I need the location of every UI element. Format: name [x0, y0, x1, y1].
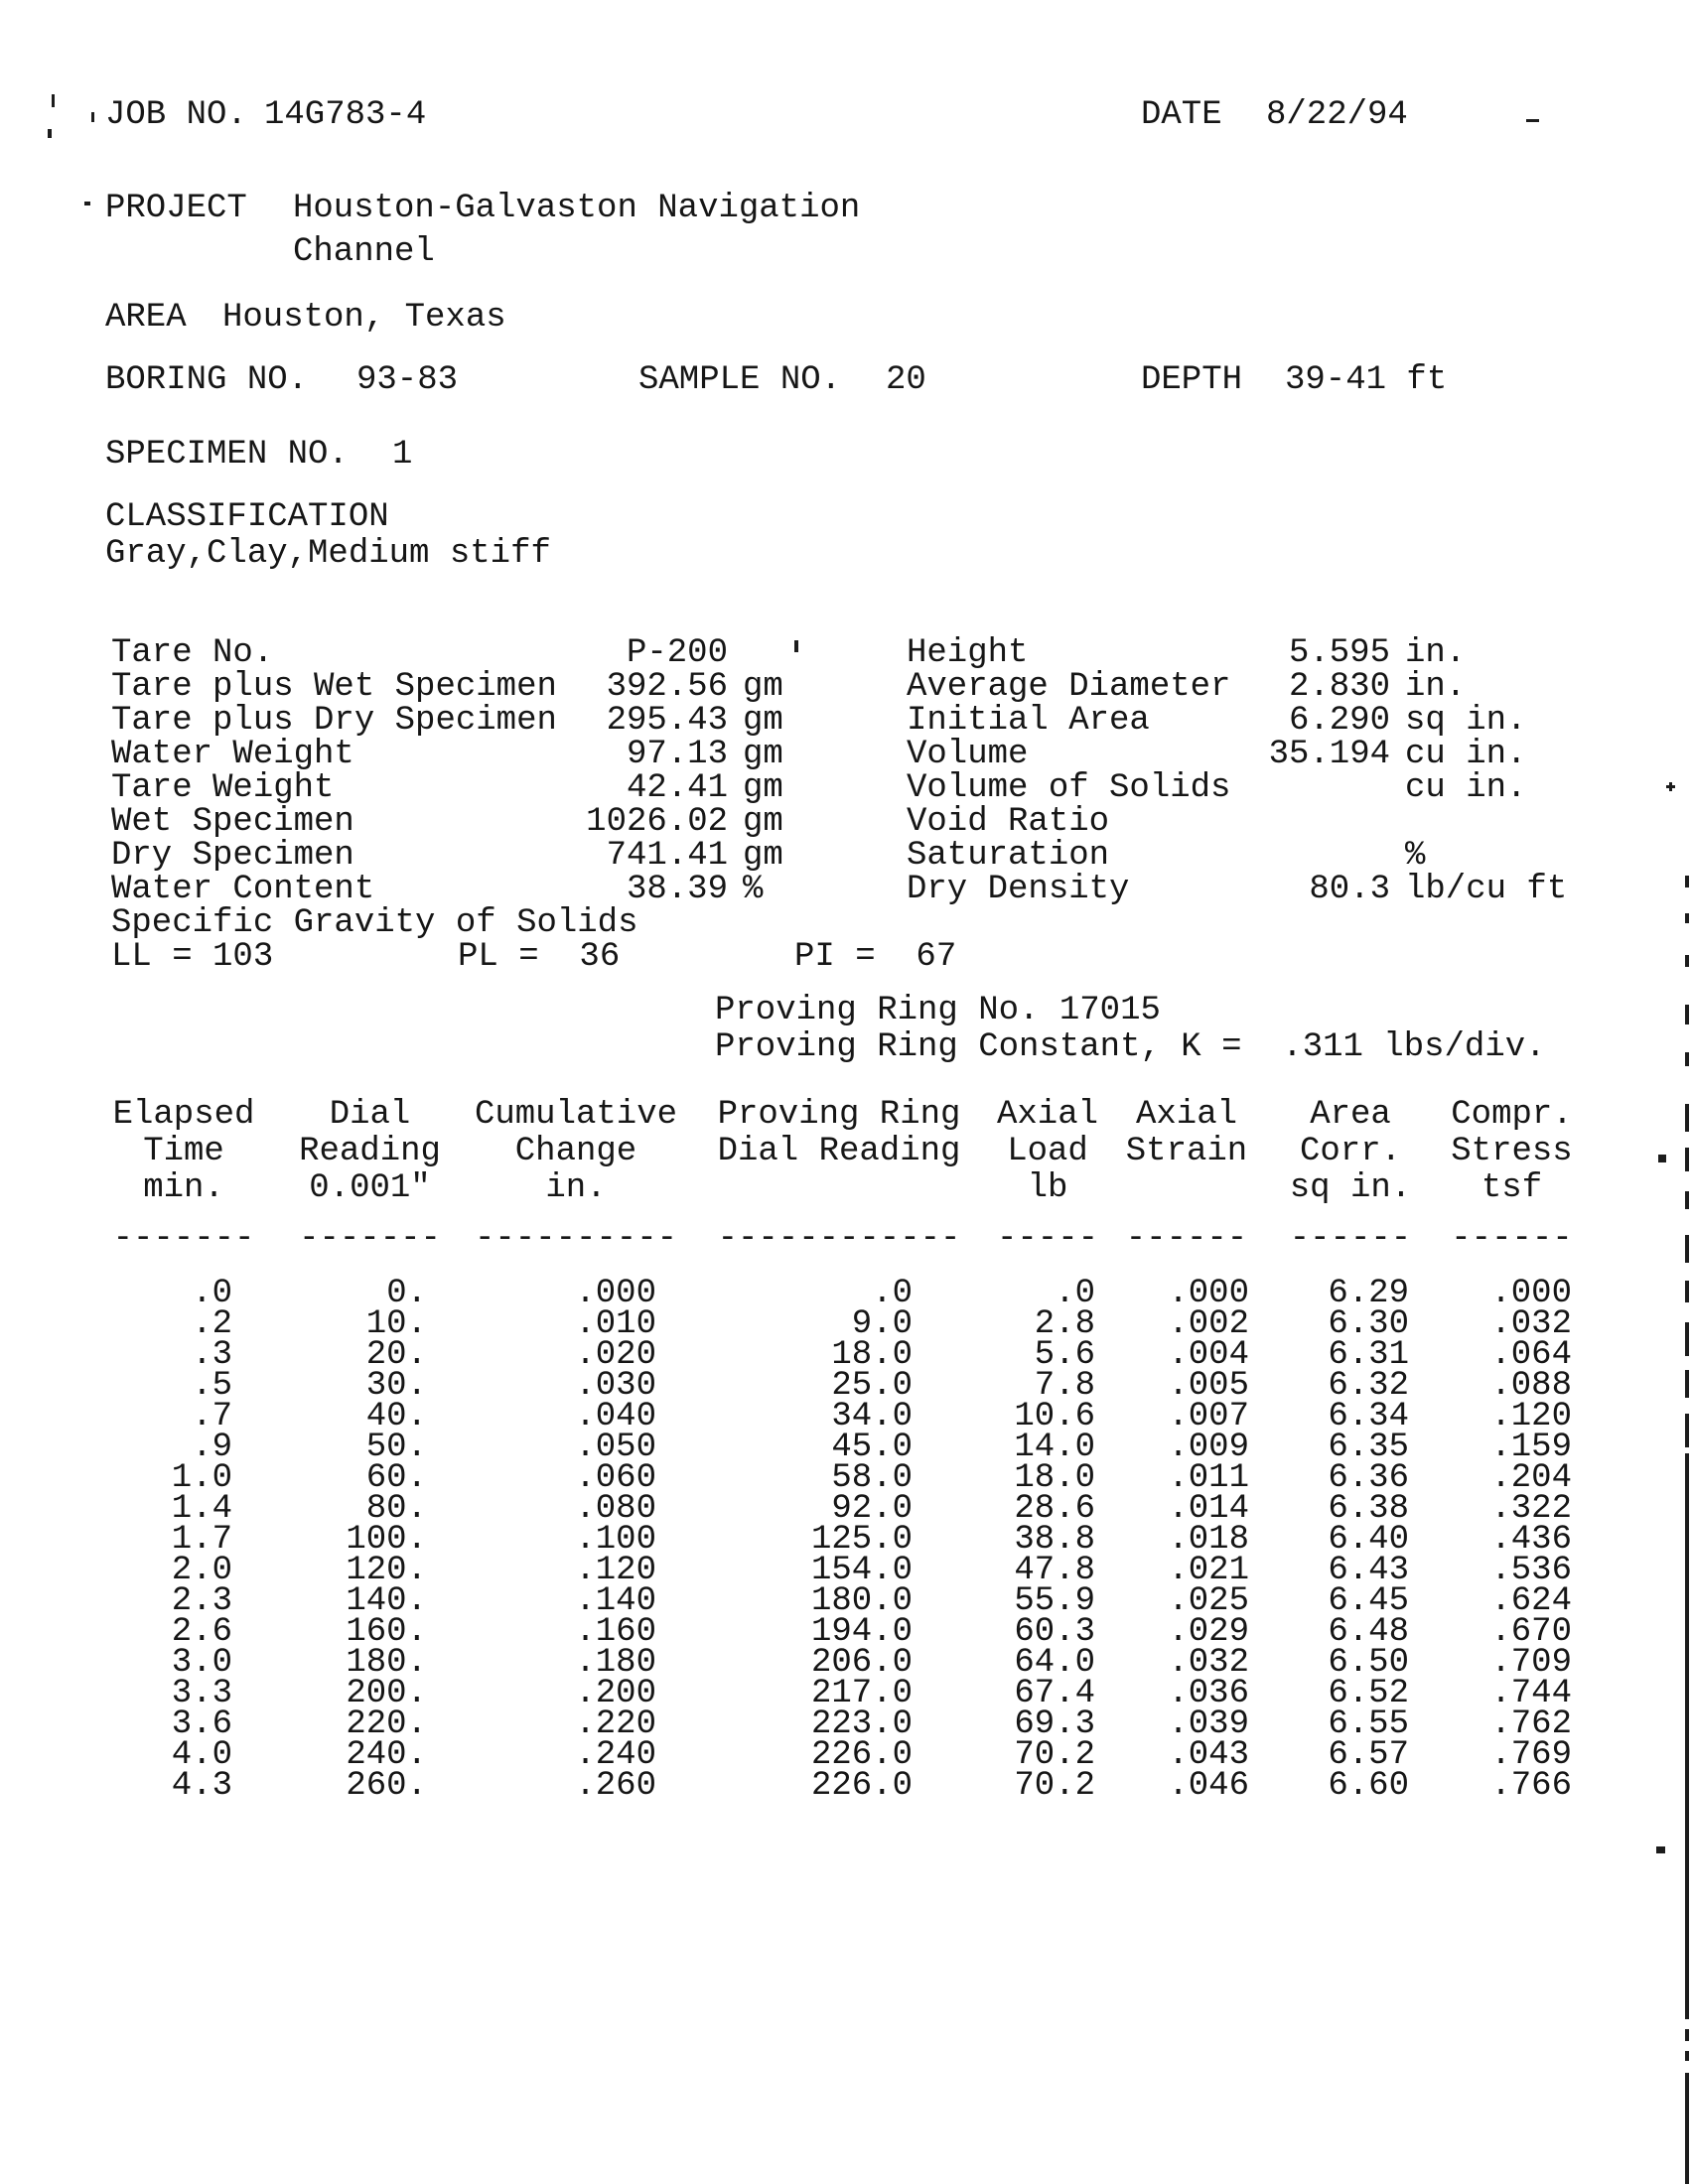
cell-cumulative-change: .160: [575, 1613, 656, 1651]
cell-axial-load: 64.0: [1014, 1644, 1095, 1682]
cell-cumulative-change: .180: [575, 1644, 656, 1682]
depth-label: DEPTH: [1141, 361, 1243, 399]
cell-axial-strain: .002: [1168, 1305, 1249, 1343]
cell-axial-load: 60.3: [1014, 1613, 1095, 1651]
cell-axial-strain: .046: [1168, 1767, 1249, 1805]
cell-cumulative-change: .050: [575, 1429, 656, 1466]
cell-elapsed-time: 3.0: [171, 1644, 232, 1682]
classification-label: CLASSIFICATION: [105, 498, 389, 536]
measurement-value-tare-plus-wet-specimen: 392.56: [606, 668, 728, 706]
measurement-label-saturation: Saturation: [907, 837, 1110, 875]
measurement-unit-initial-area: sq in.: [1405, 702, 1527, 740]
cell-area-corr: 6.57: [1328, 1736, 1409, 1774]
cell-compr-stress: .032: [1490, 1305, 1572, 1343]
cell-compr-stress: .159: [1490, 1429, 1572, 1466]
header-dashes-elapsed-time: -------: [112, 1220, 255, 1258]
cell-proving-ring-dial-reading: 18.0: [831, 1336, 913, 1374]
measurement-unit-tare-weight: gm: [743, 769, 783, 807]
specimen-no-label: SPECIMEN NO.: [105, 436, 349, 474]
specific-gravity-label: Specific Gravity of Solids: [111, 904, 638, 942]
cell-proving-ring-dial-reading: 206.0: [810, 1644, 913, 1682]
cell-axial-load: 38.8: [1014, 1521, 1095, 1559]
cell-dial-reading: 50.: [365, 1429, 427, 1466]
job-no-value: 14G783-4: [264, 96, 427, 134]
cell-compr-stress: .436: [1490, 1521, 1572, 1559]
measurement-label-volume-of-solids: Volume of Solids: [907, 769, 1231, 807]
cell-dial-reading: 100.: [346, 1521, 427, 1559]
cell-compr-stress: .536: [1490, 1552, 1572, 1589]
column-header-cumulative-change: Cumulative: [474, 1096, 678, 1134]
cell-elapsed-time: .7: [192, 1398, 232, 1435]
cell-cumulative-change: .100: [575, 1521, 656, 1559]
measurement-label-tare-no: Tare No.: [111, 634, 274, 672]
cell-proving-ring-dial-reading: 217.0: [810, 1675, 913, 1712]
page-edge-line: [1685, 1235, 1689, 1263]
cell-axial-strain: .043: [1168, 1736, 1249, 1774]
cell-axial-load: 10.6: [1014, 1398, 1095, 1435]
scan-artifact: [84, 202, 90, 205]
cell-elapsed-time: 4.3: [171, 1767, 232, 1805]
measurement-value-dry-density: 80.3: [1309, 871, 1390, 908]
column-header-proving-ring-dial-reading: Proving Ring: [717, 1096, 961, 1134]
measurement-value-initial-area: 6.290: [1288, 702, 1390, 740]
cell-elapsed-time: .3: [192, 1336, 232, 1374]
area-value: Houston, Texas: [222, 299, 506, 337]
cell-axial-load: 14.0: [1014, 1429, 1095, 1466]
cell-proving-ring-dial-reading: 194.0: [810, 1613, 913, 1651]
header-dashes-cumulative-change: ----------: [474, 1220, 678, 1258]
cell-area-corr: 6.60: [1328, 1767, 1409, 1805]
ll-value: LL = 103: [111, 938, 274, 976]
cell-compr-stress: .762: [1490, 1706, 1572, 1743]
cell-proving-ring-dial-reading: .0: [872, 1275, 913, 1312]
cell-axial-strain: .011: [1168, 1459, 1249, 1497]
measurement-value-tare-no: P-200: [626, 634, 728, 672]
scan-artifact: [1526, 119, 1539, 122]
page-edge-line: [1685, 1281, 1689, 1302]
cell-dial-reading: 30.: [365, 1367, 427, 1405]
project-value-line2: Channel: [293, 233, 435, 271]
cell-compr-stress: .088: [1490, 1367, 1572, 1405]
cell-proving-ring-dial-reading: 92.0: [831, 1490, 913, 1528]
cell-dial-reading: 40.: [365, 1398, 427, 1435]
cell-dial-reading: 20.: [365, 1336, 427, 1374]
cell-area-corr: 6.29: [1328, 1275, 1409, 1312]
column-header-axial-strain: Axial: [1135, 1096, 1238, 1134]
measurement-value-tare-weight: 42.41: [626, 769, 728, 807]
page-edge-line: [1685, 876, 1689, 887]
cell-cumulative-change: .040: [575, 1398, 656, 1435]
cell-compr-stress: .000: [1490, 1275, 1572, 1312]
cell-area-corr: 6.48: [1328, 1613, 1409, 1651]
cell-axial-load: 5.6: [1034, 1336, 1095, 1374]
cell-elapsed-time: 3.6: [171, 1706, 232, 1743]
header-dashes-proving-ring-dial-reading: ------------: [717, 1220, 961, 1258]
measurement-value-dry-specimen: 741.41: [606, 837, 728, 875]
cell-area-corr: 6.34: [1328, 1398, 1409, 1435]
cell-cumulative-change: .020: [575, 1336, 656, 1374]
cell-cumulative-change: .030: [575, 1367, 656, 1405]
cell-elapsed-time: 1.7: [171, 1521, 232, 1559]
cell-axial-strain: .036: [1168, 1675, 1249, 1712]
cell-dial-reading: 140.: [346, 1582, 427, 1620]
boring-no-value: 93-83: [356, 361, 459, 399]
cell-dial-reading: 200.: [346, 1675, 427, 1712]
cell-compr-stress: .624: [1490, 1582, 1572, 1620]
cell-dial-reading: 220.: [346, 1706, 427, 1743]
cell-elapsed-time: 2.3: [171, 1582, 232, 1620]
cell-dial-reading: 180.: [346, 1644, 427, 1682]
cell-axial-load: 28.6: [1014, 1490, 1095, 1528]
cell-compr-stress: .766: [1490, 1767, 1572, 1805]
measurement-label-void-ratio: Void Ratio: [907, 803, 1110, 841]
boring-no-label: BORING NO.: [105, 361, 309, 399]
page-edge-line: [1685, 1322, 1689, 1356]
measurement-value-average-diameter: 2.830: [1288, 668, 1390, 706]
measurement-unit-volume: cu in.: [1405, 736, 1527, 773]
column-header-axial-strain: Strain: [1125, 1133, 1248, 1170]
cell-dial-reading: 120.: [346, 1552, 427, 1589]
cell-elapsed-time: 4.0: [171, 1736, 232, 1774]
cell-axial-strain: .018: [1168, 1521, 1249, 1559]
cell-axial-strain: .005: [1168, 1367, 1249, 1405]
cell-cumulative-change: .080: [575, 1490, 656, 1528]
cell-proving-ring-dial-reading: 226.0: [810, 1767, 913, 1805]
cell-proving-ring-dial-reading: 45.0: [831, 1429, 913, 1466]
cell-axial-load: 7.8: [1034, 1367, 1095, 1405]
area-label: AREA: [105, 299, 187, 337]
depth-value: 39-41 ft: [1285, 361, 1448, 399]
page-edge-line: [1685, 1191, 1689, 1209]
cell-axial-strain: .029: [1168, 1613, 1249, 1651]
cell-dial-reading: 10.: [365, 1305, 427, 1343]
pi-value: PI = 67: [794, 938, 957, 976]
page-edge-line: [1685, 2051, 1689, 2061]
cell-cumulative-change: .240: [575, 1736, 656, 1774]
cell-compr-stress: .204: [1490, 1459, 1572, 1497]
cell-compr-stress: .670: [1490, 1613, 1572, 1651]
cell-area-corr: 6.55: [1328, 1706, 1409, 1743]
measurement-unit-water-weight: gm: [743, 736, 783, 773]
cell-cumulative-change: .060: [575, 1459, 656, 1497]
cell-dial-reading: 80.: [365, 1490, 427, 1528]
cell-axial-strain: .009: [1168, 1429, 1249, 1466]
page-edge-line: [1685, 955, 1689, 967]
measurement-unit-dry-density: lb/cu ft: [1405, 871, 1568, 908]
cell-proving-ring-dial-reading: 223.0: [810, 1706, 913, 1743]
sample-no-label: SAMPLE NO.: [638, 361, 842, 399]
cell-compr-stress: .064: [1490, 1336, 1572, 1374]
cell-dial-reading: 240.: [346, 1736, 427, 1774]
cell-axial-load: 18.0: [1014, 1459, 1095, 1497]
cell-axial-strain: .032: [1168, 1644, 1249, 1682]
project-label: PROJECT: [105, 190, 247, 227]
cell-axial-strain: .007: [1168, 1398, 1249, 1435]
cell-dial-reading: 60.: [365, 1459, 427, 1497]
cell-cumulative-change: .260: [575, 1767, 656, 1805]
job-no-label: JOB NO.: [105, 96, 247, 134]
column-header-area-corr: Area: [1310, 1096, 1391, 1134]
page-edge-line: [1685, 1148, 1689, 1171]
cell-axial-load: 70.2: [1014, 1736, 1095, 1774]
cell-area-corr: 6.38: [1328, 1490, 1409, 1528]
page-edge-line: [1685, 2029, 1689, 2041]
measurement-label-tare-plus-wet-specimen: Tare plus Wet Specimen: [111, 668, 557, 706]
scan-artifact: [48, 129, 52, 138]
column-header-cumulative-change: Change: [514, 1133, 637, 1170]
cell-area-corr: 6.45: [1328, 1582, 1409, 1620]
measurement-unit-water-content: %: [743, 871, 764, 908]
cell-area-corr: 6.50: [1328, 1644, 1409, 1682]
header-dashes-axial-strain: ------: [1125, 1220, 1248, 1258]
measurement-unit-saturation: %: [1405, 837, 1426, 875]
project-value: Houston-Galvaston Navigation: [293, 190, 861, 227]
cell-axial-load: 47.8: [1014, 1552, 1095, 1589]
column-header-compr-stress: Stress: [1451, 1133, 1573, 1170]
header-dashes-area-corr: ------: [1289, 1220, 1412, 1258]
cell-cumulative-change: .140: [575, 1582, 656, 1620]
cell-area-corr: 6.40: [1328, 1521, 1409, 1559]
measurement-value-height: 5.595: [1288, 634, 1390, 672]
classification-value: Gray,Clay,Medium stiff: [105, 535, 551, 573]
scan-artifact: [1658, 1155, 1666, 1162]
cell-elapsed-time: .9: [192, 1429, 232, 1466]
column-header-dial-reading: 0.001": [309, 1169, 431, 1207]
cell-cumulative-change: .000: [575, 1275, 656, 1312]
page-edge-line: [1685, 1005, 1689, 1024]
column-header-elapsed-time: Time: [143, 1133, 224, 1170]
scan-artifact: [1656, 1846, 1665, 1853]
cell-proving-ring-dial-reading: 154.0: [810, 1552, 913, 1589]
cell-compr-stress: .709: [1490, 1644, 1572, 1682]
measurement-label-water-weight: Water Weight: [111, 736, 354, 773]
column-header-area-corr: sq in.: [1289, 1169, 1412, 1207]
column-header-dial-reading: Dial: [329, 1096, 411, 1134]
scan-artifact: [91, 112, 94, 122]
column-header-cumulative-change: in.: [545, 1169, 607, 1207]
cell-proving-ring-dial-reading: 58.0: [831, 1459, 913, 1497]
cell-dial-reading: 160.: [346, 1613, 427, 1651]
cell-axial-load: 67.4: [1014, 1675, 1095, 1712]
measurement-label-height: Height: [907, 634, 1029, 672]
page-edge-line: [1685, 913, 1689, 923]
measurement-unit-tare-plus-wet-specimen: gm: [743, 668, 783, 706]
specimen-no-value: 1: [392, 436, 413, 474]
column-header-area-corr: Corr.: [1299, 1133, 1402, 1170]
column-header-compr-stress: Compr.: [1451, 1096, 1573, 1134]
cell-cumulative-change: .120: [575, 1552, 656, 1589]
cell-axial-strain: .039: [1168, 1706, 1249, 1743]
measurement-unit-wet-specimen: gm: [743, 803, 783, 841]
cell-axial-strain: .004: [1168, 1336, 1249, 1374]
cell-axial-load: 69.3: [1014, 1706, 1095, 1743]
sample-no-value: 20: [886, 361, 926, 399]
measurement-label-water-content: Water Content: [111, 871, 375, 908]
cell-elapsed-time: .2: [192, 1305, 232, 1343]
proving-ring-constant: Proving Ring Constant, K = .311 lbs/div.: [715, 1028, 1546, 1066]
cell-axial-load: 2.8: [1034, 1305, 1095, 1343]
measurement-value-wet-specimen: 1026.02: [586, 803, 728, 841]
measurement-label-dry-density: Dry Density: [907, 871, 1130, 908]
cell-cumulative-change: .220: [575, 1706, 656, 1743]
cell-axial-strain: .000: [1168, 1275, 1249, 1312]
measurement-label-dry-specimen: Dry Specimen: [111, 837, 354, 875]
proving-ring-no: Proving Ring No. 17015: [715, 992, 1161, 1029]
cell-area-corr: 6.30: [1328, 1305, 1409, 1343]
cell-cumulative-change: .200: [575, 1675, 656, 1712]
column-header-axial-load: Axial: [996, 1096, 1099, 1134]
page-edge-line: [1685, 2073, 1689, 2184]
cell-elapsed-time: 2.6: [171, 1613, 232, 1651]
page-edge-line: [1685, 1414, 1689, 1447]
scan-artifact: [52, 94, 55, 107]
column-header-elapsed-time: Elapsed: [112, 1096, 255, 1134]
date-label: DATE: [1141, 96, 1222, 134]
cell-compr-stress: .744: [1490, 1675, 1572, 1712]
cell-axial-load: 70.2: [1014, 1767, 1095, 1805]
column-header-compr-stress: tsf: [1480, 1169, 1543, 1207]
cell-axial-strain: .014: [1168, 1490, 1249, 1528]
cell-axial-strain: .025: [1168, 1582, 1249, 1620]
cell-elapsed-time: .5: [192, 1367, 232, 1405]
cell-compr-stress: .120: [1490, 1398, 1572, 1435]
header-dashes-axial-load: -----: [996, 1220, 1099, 1258]
cell-proving-ring-dial-reading: 180.0: [810, 1582, 913, 1620]
cell-area-corr: 6.32: [1328, 1367, 1409, 1405]
date-value: 8/22/94: [1266, 96, 1408, 134]
scan-artifact: [1669, 782, 1672, 791]
cell-proving-ring-dial-reading: 226.0: [810, 1736, 913, 1774]
cell-axial-load: 55.9: [1014, 1582, 1095, 1620]
pl-value: PL = 36: [458, 938, 621, 976]
measurement-unit-height: in.: [1405, 634, 1467, 672]
cell-proving-ring-dial-reading: 25.0: [831, 1367, 913, 1405]
measurement-label-initial-area: Initial Area: [907, 702, 1150, 740]
cell-cumulative-change: .010: [575, 1305, 656, 1343]
cell-area-corr: 6.35: [1328, 1429, 1409, 1466]
cell-elapsed-time: 1.0: [171, 1459, 232, 1497]
measurement-value-water-content: 38.39: [626, 871, 728, 908]
cell-area-corr: 6.36: [1328, 1459, 1409, 1497]
measurement-value-volume: 35.194: [1268, 736, 1390, 773]
column-header-proving-ring-dial-reading: Dial Reading: [717, 1133, 961, 1170]
measurement-label-wet-specimen: Wet Specimen: [111, 803, 354, 841]
column-header-elapsed-time: min.: [143, 1169, 224, 1207]
scan-artifact: [794, 640, 798, 652]
column-header-dial-reading: Reading: [299, 1133, 441, 1170]
page-edge-line: [1685, 1453, 1689, 2019]
header-dashes-compr-stress: ------: [1451, 1220, 1573, 1258]
cell-proving-ring-dial-reading: 34.0: [831, 1398, 913, 1435]
cell-area-corr: 6.31: [1328, 1336, 1409, 1374]
page-edge-line: [1685, 1052, 1689, 1066]
cell-elapsed-time: 3.3: [171, 1675, 232, 1712]
cell-dial-reading: 0.: [386, 1275, 427, 1312]
cell-proving-ring-dial-reading: 9.0: [851, 1305, 913, 1343]
cell-elapsed-time: .0: [192, 1275, 232, 1312]
cell-axial-load: .0: [1055, 1275, 1095, 1312]
measurement-label-tare-plus-dry-specimen: Tare plus Dry Specimen: [111, 702, 557, 740]
cell-dial-reading: 260.: [346, 1767, 427, 1805]
page-edge-line: [1685, 1370, 1689, 1398]
header-dashes-dial-reading: -------: [299, 1220, 441, 1258]
measurement-unit-volume-of-solids: cu in.: [1405, 769, 1527, 807]
measurement-label-volume: Volume: [907, 736, 1029, 773]
cell-proving-ring-dial-reading: 125.0: [810, 1521, 913, 1559]
page-edge-line: [1685, 1104, 1689, 1132]
column-header-axial-load: lb: [1027, 1169, 1068, 1207]
column-header-axial-load: Load: [1007, 1133, 1088, 1170]
cell-area-corr: 6.43: [1328, 1552, 1409, 1589]
measurement-value-water-weight: 97.13: [626, 736, 728, 773]
measurement-value-tare-plus-dry-specimen: 295.43: [606, 702, 728, 740]
measurement-unit-tare-plus-dry-specimen: gm: [743, 702, 783, 740]
measurement-unit-dry-specimen: gm: [743, 837, 783, 875]
measurement-unit-average-diameter: in.: [1405, 668, 1467, 706]
measurement-label-average-diameter: Average Diameter: [907, 668, 1231, 706]
cell-axial-strain: .021: [1168, 1552, 1249, 1589]
cell-compr-stress: .322: [1490, 1490, 1572, 1528]
cell-elapsed-time: 2.0: [171, 1552, 232, 1589]
cell-area-corr: 6.52: [1328, 1675, 1409, 1712]
cell-elapsed-time: 1.4: [171, 1490, 232, 1528]
measurement-label-tare-weight: Tare Weight: [111, 769, 335, 807]
cell-compr-stress: .769: [1490, 1736, 1572, 1774]
